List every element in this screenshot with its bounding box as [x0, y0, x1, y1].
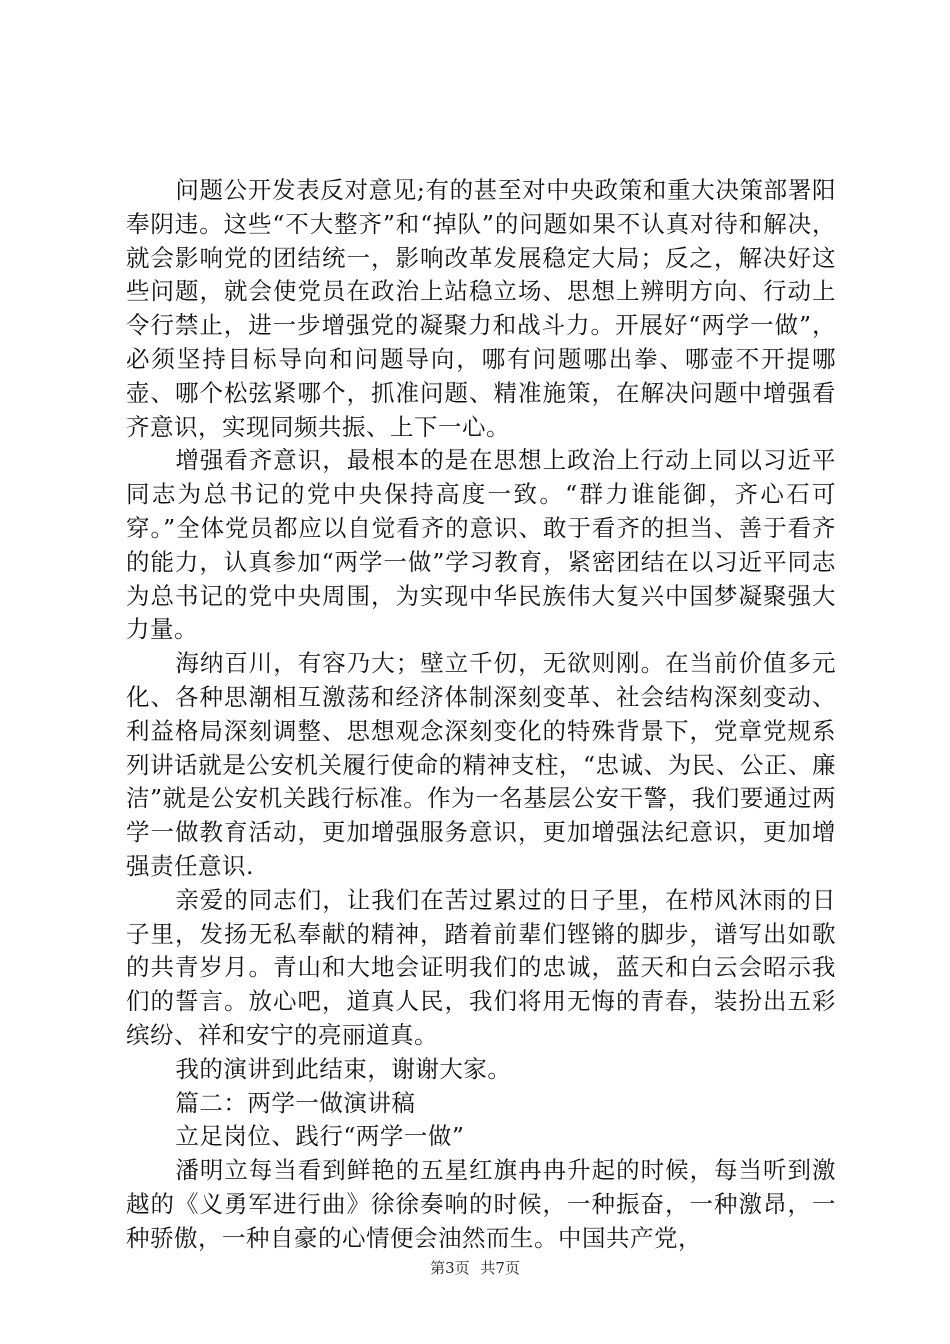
paragraph: 海纳百川，有容乃大；壁立千仞，无欲则刚。在当前价值多元化、各种思潮相互激荡和经济体制深刻变革、社会结构深刻变动、利益格局深刻调整、思想观念深刻变化的特殊背景下，党章党规系列讲话就是公安机关履行使命的精神支柱，“忠诚、为民、公正、廉洁”就是公安机关践行标准。作为一名基层公安干警，我们要通过两学一做教育活动，更加增强服务意识，更加增强法纪意识，更加增强责任意识. — [126, 649, 836, 880]
page-total: 共7页 — [480, 1259, 520, 1277]
paragraph: 亲爱的同志们，让我们在苦过累过的日子里，在栉风沐雨的日子里，发扬无私奉献的精神，踏着前辈们铿锵的脚步，谱写出如歌的共青岁月。青山和大地会证明我们的忠诚，蓝天和白云会昭示我们的誓言。放心吧，道真人民，我们将用无悔的青春，装扮出五彩缤纷、祥和安宁的亮丽道真。 — [126, 885, 836, 1049]
paragraph: 增强看齐意识，最根本的是在思想上政治上行动上同以习近平同志为总书记的党中央保持高度一致。“群力谁能御，齐心石可穿。”全体党员都应以自觉看齐的意识、敢于看齐的担当、善于看齐的能力，认真参加“两学一做”学习教育，紧密团结在以习近平同志为总书记的党中央周围，为实现中华民族伟大复兴中国梦凝聚强大力量。 — [126, 446, 836, 644]
document-body — [126, 174, 836, 1256]
page-number: 第3页 — [430, 1259, 470, 1277]
paragraph: 潘明立每当看到鲜艳的五星红旗冉冉升起的时候，每当听到激越的《义勇军进行曲》徐徐奏响的时候，一种振奋，一种激昂，一种骄傲，一种自豪的心情便会油然而生。中国共产党， — [126, 1156, 836, 1252]
page-footer — [0, 1258, 950, 1278]
paragraph: 我的演讲到此结束，谢谢大家。 — [175, 1054, 512, 1083]
paragraph: 问题公开发表反对意见;有的甚至对中央政策和重大决策部署阳奉阴违。这些“不大整齐”和“掉队”的问题如果不认真对待和解决，就会影响党的团结统一，影响改革发展稳定大局；反之，解决好这些问题，就会使党员在政治上站稳立场、思想上辨明方向、行动上令行禁止，进一步增强党的凝聚力和战斗力。开展好“两学一做”，必须坚持目标导向和问题导向，哪有问题哪出拳、哪壶不开提哪壶、哪个松弦紧哪个，抓准问题、精准施策，在解决问题中增强看齐意识，实现同频共振、上下一心。 — [126, 176, 836, 441]
section-heading: 篇二：两学一做演讲稿 — [175, 1088, 416, 1117]
speech-title: 立足岗位、践行“两学一做” — [175, 1122, 465, 1151]
